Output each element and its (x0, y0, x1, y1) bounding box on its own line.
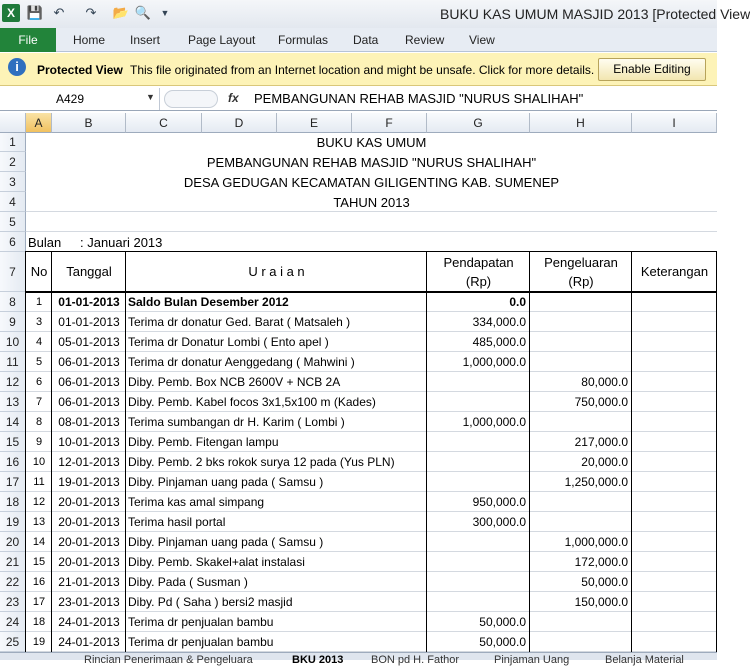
tab-data[interactable]: Data (353, 33, 379, 47)
row-date[interactable]: 01-01-2013 (58, 295, 120, 309)
row-income[interactable] (427, 552, 526, 572)
row-income[interactable] (427, 372, 526, 392)
row-description[interactable]: Terima dr donatur Aenggedang ( Mahwini ) (128, 352, 426, 371)
row-header[interactable]: 21 (0, 552, 26, 572)
row-date[interactable]: 20-01-2013 (58, 515, 120, 529)
row-description[interactable]: Diby. Pada ( Susman ) (128, 572, 426, 591)
table-border (631, 252, 632, 652)
row-header[interactable]: 25 (0, 632, 26, 652)
row-no[interactable]: 9 (35, 436, 43, 448)
row-date[interactable]: 05-01-2013 (58, 335, 120, 349)
tab-formulas[interactable]: Formulas (278, 33, 329, 47)
table-border (51, 252, 52, 652)
row-no[interactable]: 16 (32, 576, 46, 588)
row-expense[interactable]: 172,000.0 (574, 555, 628, 569)
row-description[interactable]: Terima kas amal simpang (128, 492, 426, 511)
column-header[interactable]: I (632, 113, 717, 133)
header-pendapatan-unit[interactable]: (Rp) (465, 274, 492, 289)
row-description[interactable]: Terima dr donatur Ged. Barat ( Matsaleh ) (128, 312, 426, 331)
row-no[interactable]: 12 (32, 496, 46, 508)
row-expense[interactable] (530, 492, 628, 512)
column-header[interactable]: H (530, 113, 632, 133)
chevron-down-icon[interactable]: ▼ (146, 92, 155, 102)
row-header[interactable]: 20 (0, 532, 26, 552)
undo-icon[interactable]: ↶ (53, 5, 65, 20)
header-pengeluaran[interactable]: Pengeluaran (544, 255, 618, 270)
redo-icon[interactable]: ↷ (85, 5, 97, 20)
sheet-tab-bku-2013[interactable]: BKU 2013 (292, 654, 344, 666)
row-header[interactable]: 8 (0, 292, 26, 312)
table-border (716, 252, 717, 652)
customize-toolbar-icon[interactable]: ▼ (160, 8, 170, 18)
row-expense[interactable]: 150,000.0 (574, 595, 628, 609)
row-income[interactable]: 950,000.0 (472, 495, 526, 509)
row-expense[interactable] (530, 412, 628, 432)
row-description[interactable]: Terima dr Donatur Lombi ( Ento apel ) (128, 332, 426, 351)
row-date[interactable]: 23-01-2013 (58, 595, 120, 609)
row-income[interactable]: 1,000,000.0 (462, 355, 526, 369)
row-header[interactable]: 6 (0, 232, 26, 252)
row-description[interactable]: Diby. Pd ( Saha ) bersi2 masjid (128, 592, 426, 611)
row-date[interactable]: 06-01-2013 (58, 395, 120, 409)
row-expense[interactable]: 750,000.0 (574, 395, 628, 409)
row-header[interactable]: 4 (0, 192, 26, 212)
name-box[interactable] (0, 88, 160, 110)
row-income[interactable] (427, 432, 526, 452)
tab-insert[interactable]: Insert (130, 33, 161, 47)
row-header[interactable]: 5 (0, 212, 26, 232)
row-expense[interactable] (530, 612, 628, 632)
row-date[interactable]: 19-01-2013 (58, 475, 120, 489)
row-expense[interactable] (530, 632, 628, 652)
row-header[interactable]: 23 (0, 592, 26, 612)
row-header[interactable]: 1 (0, 133, 26, 152)
save-icon[interactable]: 💾 (26, 5, 44, 20)
column-header[interactable]: C (126, 113, 202, 133)
row-no[interactable]: 4 (35, 336, 43, 348)
title-bar (0, 0, 750, 28)
open-folder-icon[interactable]: 📂 (112, 5, 130, 20)
row-expense[interactable]: 50,000.0 (581, 575, 628, 589)
row-header[interactable]: 24 (0, 612, 26, 632)
merged-title-area (26, 212, 717, 231)
table-border (25, 252, 26, 652)
row-description[interactable]: Diby. Pinjaman uang pada ( Samsu ) (128, 532, 426, 551)
row-header[interactable]: 19 (0, 512, 26, 532)
column-header[interactable]: F (352, 113, 427, 133)
table-border (529, 252, 530, 652)
print-preview-icon[interactable]: 🔍 (134, 5, 152, 20)
enable-editing-button[interactable]: Enable Editing (598, 58, 706, 81)
row-date[interactable]: 21-01-2013 (58, 575, 120, 589)
row-header[interactable]: 7 (0, 252, 26, 292)
insert-function-icon[interactable]: fx (228, 91, 239, 105)
row-expense[interactable]: 1,000,000.0 (564, 535, 628, 549)
row-date[interactable]: 01-01-2013 (58, 315, 120, 329)
sheet-subtitle[interactable]: PEMBANGUNAN REHAB MASJID "NURUS SHALIHAH" (206, 155, 537, 170)
sheet-location[interactable]: DESA GEDUGAN KECAMATAN GILIGENTING KAB. SUMENEP (183, 175, 560, 190)
header-pendapatan[interactable]: Pendapatan (443, 255, 514, 270)
header-uraian[interactable]: U r a i a n (248, 264, 305, 279)
row-income[interactable] (427, 452, 526, 472)
row-no[interactable]: 6 (35, 376, 43, 388)
column-header[interactable]: G (427, 113, 530, 133)
row-expense[interactable]: 20,000.0 (581, 455, 628, 469)
row-income[interactable]: 334,000.0 (472, 315, 526, 329)
name-box-value: A429 (56, 92, 85, 106)
row-no[interactable]: 13 (32, 516, 46, 528)
row-description[interactable]: Terima hasil portal (128, 512, 426, 531)
row-date[interactable]: 06-01-2013 (58, 375, 120, 389)
row-no[interactable]: 18 (32, 616, 46, 628)
sheet-title[interactable]: BUKU KAS UMUM (316, 135, 427, 150)
row-header[interactable]: 18 (0, 492, 26, 512)
row-income[interactable]: 50,000.0 (479, 635, 526, 649)
row-income[interactable] (427, 472, 526, 492)
row-income[interactable] (427, 392, 526, 412)
column-header[interactable]: B (52, 113, 126, 133)
row-description[interactable]: Diby. Pemb. Box NCB 2600V + NCB 2A (128, 372, 426, 391)
row-header[interactable]: 2 (0, 152, 26, 172)
row-income[interactable]: 50,000.0 (479, 615, 526, 629)
row-header[interactable]: 3 (0, 172, 26, 192)
row-expense[interactable] (530, 352, 628, 372)
sheet-tab-bon[interactable]: BON pd H. Fathor (371, 654, 460, 666)
row-description[interactable]: Diby. Pemb. 2 bks rokok surya 12 pada (Yus PLN) (128, 452, 426, 471)
row-header[interactable]: 16 (0, 452, 26, 472)
header-tanggal[interactable]: Tanggal (66, 264, 112, 279)
select-all-corner[interactable] (0, 113, 26, 133)
row-no[interactable]: 10 (32, 456, 46, 468)
row-no[interactable]: 14 (32, 536, 46, 548)
row-header[interactable]: 14 (0, 412, 26, 432)
sheet-tab-belanja[interactable]: Belanja Material (605, 654, 684, 666)
sheet-tab-pinjaman[interactable]: Pinjaman Uang (494, 654, 570, 666)
row-description[interactable]: Diby. Pemb. Fitengan lampu (128, 432, 426, 451)
row-header[interactable]: 22 (0, 572, 26, 592)
row-date[interactable]: 08-01-2013 (58, 415, 120, 429)
table-border (25, 291, 717, 293)
row-date[interactable]: 12-01-2013 (58, 455, 120, 469)
row-description[interactable]: Terima dr penjualan bambu (128, 612, 426, 631)
protected-view-message[interactable]: This file originated from an Internet location and might be unsafe. Click for more details. (130, 63, 595, 77)
row-no[interactable]: 17 (32, 596, 46, 608)
formula-bar-expander[interactable] (164, 90, 218, 108)
row-expense[interactable] (530, 292, 628, 312)
table-border (125, 252, 126, 652)
row-date[interactable]: 20-01-2013 (58, 555, 120, 569)
excel-icon[interactable]: X (2, 4, 20, 22)
row-income[interactable] (427, 592, 526, 612)
row-income[interactable] (427, 572, 526, 592)
row-header[interactable]: 17 (0, 472, 26, 492)
protected-view-title: Protected View (37, 63, 123, 77)
row-no[interactable]: 7 (35, 396, 43, 408)
row-income[interactable]: 0.0 (509, 295, 526, 309)
row-no[interactable]: 8 (35, 416, 43, 428)
row-expense[interactable] (530, 512, 628, 532)
tab-file[interactable]: File (0, 28, 56, 52)
row-expense[interactable]: 80,000.0 (581, 375, 628, 389)
tab-page-layout[interactable]: Page Layout (188, 33, 256, 47)
sheet-tab-rincian[interactable]: Rincian Penerimaan & Pengeluara (84, 654, 253, 666)
bulan-label[interactable]: Bulan (28, 235, 62, 250)
header-keterangan[interactable]: Keterangan (640, 264, 709, 279)
row-date[interactable]: 06-01-2013 (58, 355, 120, 369)
info-icon: i (8, 58, 26, 76)
row-income[interactable] (427, 532, 526, 552)
tab-review[interactable]: Review (405, 33, 445, 47)
row-description[interactable]: Terima dr penjualan bambu (128, 632, 426, 651)
row-expense[interactable]: 217,000.0 (574, 435, 628, 449)
row-header[interactable]: 11 (0, 352, 26, 372)
row-no[interactable]: 5 (35, 356, 43, 368)
tab-view[interactable]: View (469, 33, 495, 47)
window-title: BUKU KAS UMUM MASJID 2013 [Protected View (440, 6, 750, 22)
row-expense[interactable] (530, 332, 628, 352)
row-header[interactable]: 10 (0, 332, 26, 352)
row-date[interactable]: 10-01-2013 (58, 435, 120, 449)
row-no[interactable]: 11 (33, 476, 45, 488)
row-description[interactable]: Diby. Pemb. Kabel focos 3x1,5x100 m (Kades) (128, 392, 426, 411)
formula-input[interactable]: PEMBANGUNAN REHAB MASJID "NURUS SHALIHAH" (254, 91, 584, 106)
row-income[interactable]: 1,000,000.0 (462, 415, 526, 429)
row-description[interactable]: Terima sumbangan dr H. Karim ( Lombi ) (128, 412, 426, 431)
row-header[interactable]: 13 (0, 392, 26, 412)
table-border (25, 251, 717, 252)
row-no[interactable]: 3 (35, 316, 43, 328)
row-header[interactable]: 12 (0, 372, 26, 392)
row-description[interactable]: Saldo Bulan Desember 2012 (128, 292, 426, 311)
row-header[interactable]: 9 (0, 312, 26, 332)
row-date[interactable]: 20-01-2013 (58, 535, 120, 549)
row-description[interactable]: Diby. Pemb. Skakel+alat instalasi (128, 552, 426, 571)
row-no[interactable]: 1 (35, 296, 43, 308)
column-header[interactable]: E (277, 113, 352, 133)
header-pengeluaran-unit[interactable]: (Rp) (568, 274, 594, 289)
tab-home[interactable]: Home (73, 33, 106, 47)
row-income[interactable]: 300,000.0 (472, 515, 526, 529)
table-border (426, 252, 427, 652)
sheet-year[interactable]: TAHUN 2013 (333, 195, 410, 210)
row-income[interactable]: 485,000.0 (472, 335, 526, 349)
row-header[interactable]: 15 (0, 432, 26, 452)
header-no[interactable]: No (30, 264, 48, 279)
bulan-value[interactable]: : Januari 2013 (80, 235, 163, 250)
row-description[interactable]: Diby. Pinjaman uang pada ( Samsu ) (128, 472, 426, 491)
row-date[interactable]: 24-01-2013 (58, 615, 120, 629)
row-date[interactable]: 24-01-2013 (58, 635, 120, 649)
column-header[interactable]: D (202, 113, 277, 133)
row-date[interactable]: 20-01-2013 (58, 495, 120, 509)
row-no[interactable]: 15 (32, 556, 46, 568)
row-expense[interactable] (530, 312, 628, 332)
row-expense[interactable]: 1,250,000.0 (564, 475, 628, 489)
row-no[interactable]: 19 (32, 636, 46, 648)
column-header[interactable]: A (26, 113, 52, 133)
